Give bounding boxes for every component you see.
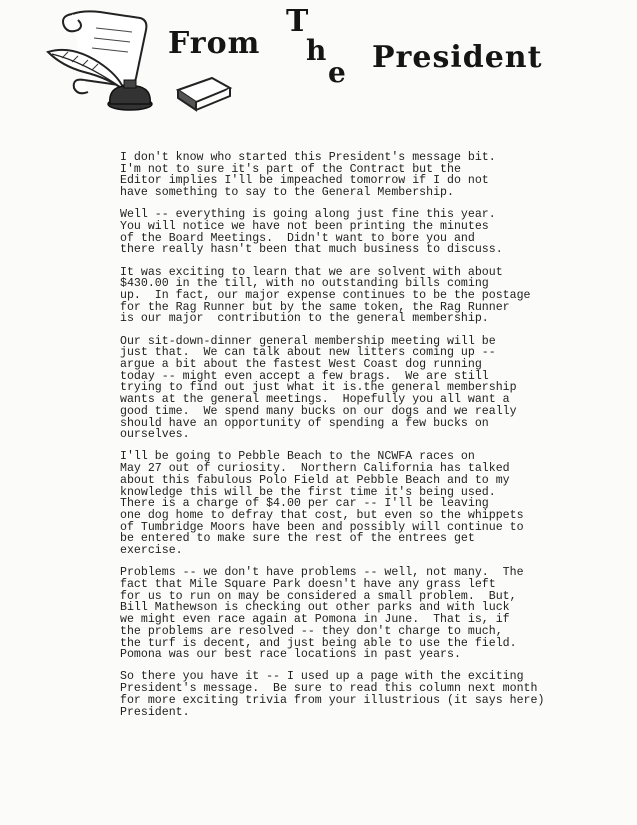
paragraph	[120, 671, 560, 718]
title-the-letter-e: e	[328, 56, 346, 89]
text-line: So there you have it -- I used up a page with the exciting	[120, 670, 524, 684]
text-line: there really hasn't been that much business to discuss.	[120, 243, 503, 257]
article-body	[120, 152, 560, 729]
text-line: I'll be going to Pebble Beach to the NCWFA races on	[120, 450, 475, 464]
title-the-letter-t: T	[286, 4, 309, 39]
text-line: be entered to make sure the rest of the entrees get	[120, 532, 475, 546]
text-line: of the Board Meetings. Didn't want to bore you and	[120, 231, 475, 245]
paragraph	[120, 267, 560, 326]
paragraph	[120, 209, 560, 256]
text-line: fact that Mile Square Park doesn't have any grass left	[120, 578, 496, 591]
text-line: should have an opportunity of spending a few bucks on	[120, 416, 489, 430]
text-line: Problems -- we don't have problems -- well, not many. The	[120, 566, 524, 580]
paragraph	[120, 451, 560, 556]
text-line: we might even race again at Pomona in June. That is, if	[120, 613, 510, 627]
text-line: knowledge this will be the first time it's being used.	[120, 485, 496, 499]
text-line: argue a bit about the fastest West Coast dog running	[120, 358, 482, 372]
text-line: I'm not to sure it's part of the Contract but the	[120, 162, 461, 176]
title-president: President	[372, 40, 543, 75]
text-line: There is a charge of $4.00 per car -- I'll be leaving	[120, 497, 489, 511]
text-line: for the Rag Runner but by the same token, the Rag Runner	[120, 300, 510, 314]
text-line: is our major contribution to the general membership.	[120, 312, 489, 326]
text-line: just that. We can talk about new litters coming up --	[120, 346, 496, 360]
text-line: May 27 out of curiosity. Northern California has talked	[120, 462, 510, 476]
text-line: of Tumbridge Moors have been and possibly will continue to	[120, 520, 524, 534]
text-line: President's message. Be sure to read this column next month	[120, 682, 538, 696]
text-line: up. In fact, our major expense continues to be the postage	[120, 289, 531, 303]
text-line: about this fabulous Polo Field at Pebble Beach and to my	[120, 473, 510, 487]
text-line: You will notice we have not been printing the minutes	[120, 220, 489, 234]
text-line: ourselves.	[120, 428, 190, 442]
text-line: President.	[120, 705, 190, 719]
title-from: From	[168, 26, 261, 61]
text-line: Editor implies I'll be impeached tomorrow if I do not	[120, 174, 489, 188]
text-line: Bill Mathewson is checking out other parks and with luck	[120, 601, 510, 615]
text-line: have something to say to the General Membership.	[120, 186, 454, 200]
text-line: $430.00 in the till, with no outstanding bills coming	[120, 277, 489, 291]
paragraph	[120, 336, 560, 441]
text-line: the problems are resolved -- they don't charge to much,	[120, 624, 503, 638]
masthead	[0, 0, 637, 120]
text-line: wants at the general meetings. Hopefully you all want a	[120, 393, 510, 407]
text-line: one dog home to defray that cost, but even so the whippets	[120, 508, 524, 522]
title-the-letter-h: h	[306, 34, 327, 67]
paragraph	[120, 567, 560, 661]
text-line: for more exciting trivia from your illustrious (it says here)	[120, 693, 545, 707]
text-line: Pomona was our best race locations in past years.	[120, 648, 461, 662]
paragraph	[120, 152, 560, 199]
text-line: trying to find out just what it is.the general membership	[120, 381, 517, 395]
text-line: It was exciting to learn that we are solvent with about	[120, 265, 503, 279]
text-line: today -- might even accept a few brags. We are still	[120, 369, 489, 383]
title-the	[284, 4, 354, 89]
text-line: Our sit-down-dinner general membership meeting will be	[120, 334, 496, 348]
text-line: Well -- everything is going along just fine this year.	[120, 208, 496, 222]
text-line: the turf is decent, and just being able to use the field.	[120, 636, 517, 650]
text-line: for us to run on may be considered a small problem. But,	[120, 589, 517, 603]
text-line: exercise.	[120, 544, 183, 558]
text-line: I don't know who started this President's message bit.	[120, 151, 496, 164]
text-line: good time. We spend many bucks on our dogs and we really	[120, 404, 517, 418]
